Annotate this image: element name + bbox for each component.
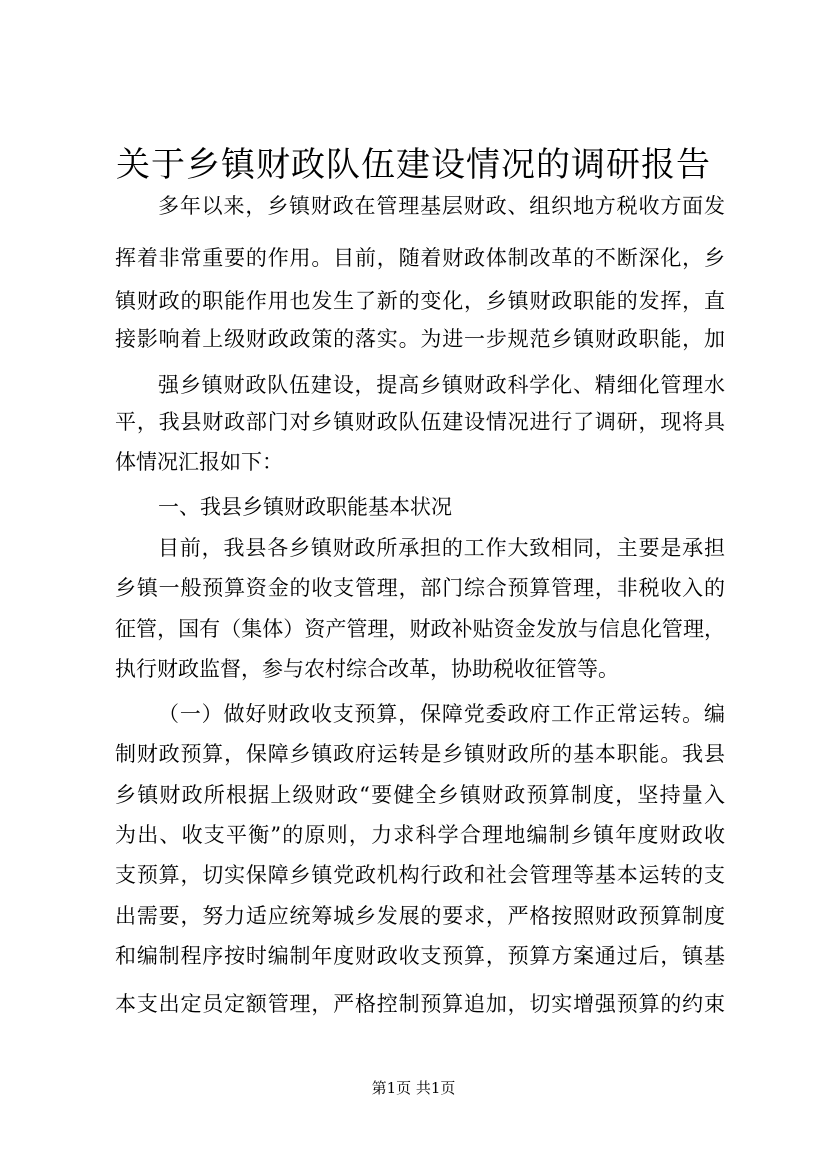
paragraph-line: 挥着非常重要的作用。目前，随着财政体制改革的不断深化，乡 — [115, 246, 725, 270]
paragraph-line: 制财政预算，保障乡镇政府运转是乡镇财政所的基本职能。我县 — [115, 742, 725, 766]
paragraph-line: 目前，我县各乡镇财政所承担的工作大致相同，主要是承担 — [158, 536, 725, 560]
document-title: 关于乡镇财政队伍建设情况的调研报告 — [116, 145, 711, 185]
paragraph-line: 为出、收支平衡”的原则，力求科学合理地编制乡镇年度财政收 — [115, 823, 725, 847]
paragraph-line: 乡镇一般预算资金的收支管理，部门综合预算管理，非税收入的 — [115, 576, 725, 600]
paragraph-line: 支预算，切实保障乡镇党政机构行政和社会管理等基本运转的支 — [115, 863, 725, 887]
paragraph-line: 出需要，努力适应统筹城乡发展的要求，严格按照财政预算制度 — [115, 904, 725, 928]
paragraph-line: 镇财政的职能作用也发生了新的变化，乡镇财政职能的发挥，直 — [115, 289, 725, 313]
paragraph-line: 平，我县财政部门对乡镇财政队伍建设情况进行了调研，现将具 — [115, 410, 725, 434]
paragraph-line: 接影响着上级财政政策的落实。为进一步规范乡镇财政职能，加 — [115, 327, 725, 351]
paragraph-line: 强乡镇财政队伍建设，提高乡镇财政科学化、精细化管理水 — [158, 373, 725, 397]
page-number-footer: 第1页 共1页 — [371, 1079, 456, 1097]
paragraph-line: 本支出定员定额管理，严格控制预算追加，切实增强预算的约束 — [115, 992, 725, 1016]
paragraph-line: （一）做好财政收支预算，保障党委政府工作正常运转。编 — [158, 702, 725, 726]
paragraph-line: 执行财政监督，参与农村综合改革，协助税收征管等。 — [115, 657, 619, 681]
section-heading: 一、我县乡镇财政职能基本状况 — [158, 495, 452, 519]
paragraph-line: 多年以来，乡镇财政在管理基层财政、组织地方税收方面发 — [158, 194, 725, 218]
paragraph-line: 体情况汇报如下： — [115, 450, 283, 474]
paragraph-line: 征管，国有（集体）资产管理，财政补贴资金发放与信息化管理， — [115, 617, 725, 641]
paragraph-line: 和编制程序按时编制年度财政收支预算，预算方案通过后，镇基 — [115, 944, 725, 968]
paragraph-line: 乡镇财政所根据上级财政“要健全乡镇财政预算制度，坚持量入 — [115, 783, 725, 807]
